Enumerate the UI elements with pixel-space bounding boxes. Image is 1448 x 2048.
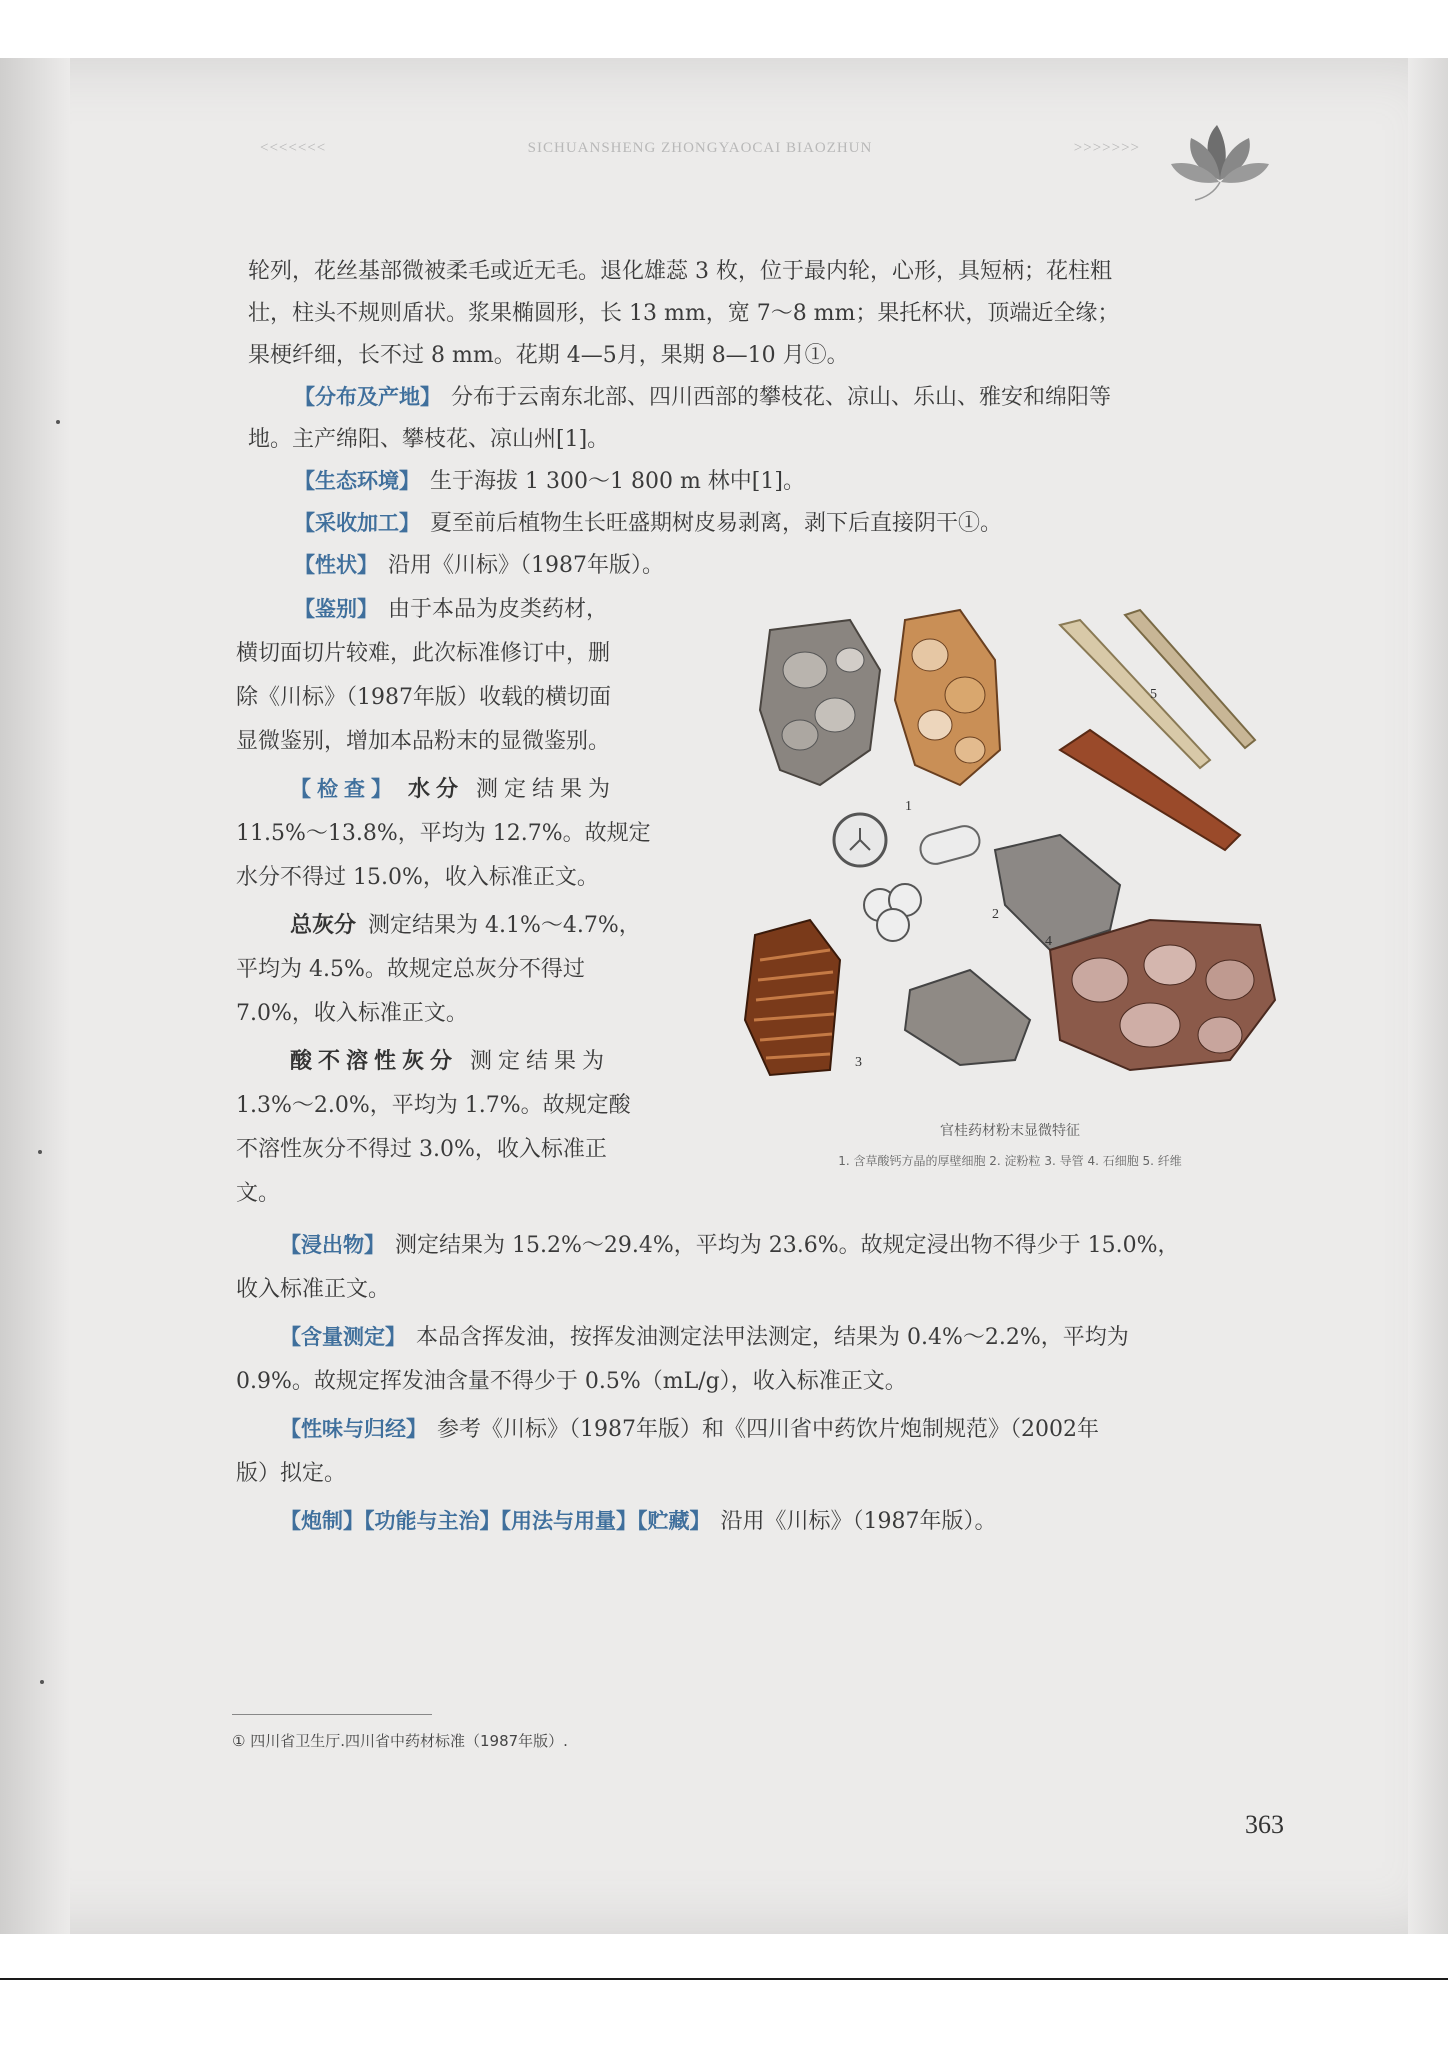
body-line: 不溶性灰分不得过 3.0%，收入标准正 [236,1137,607,1162]
figure-label-3: 3 [855,1055,862,1070]
processing-paragraph [280,1504,997,1535]
section-text: 测定结果为 15.2%～29.4%，平均为 23.6%。故规定浸出物不得少于 15.0%， [395,1233,1180,1258]
body-line: 横切面切片较难，此次标准修订中，删 [236,641,611,666]
extract-paragraph [280,1228,1180,1259]
leaf-logo-icon [1165,110,1275,210]
body-line: 7.0%，收入标准正文。 [236,1001,468,1026]
header-title: SICHUANSHENG ZHONGYAOCAI BIAOZHUN [527,140,873,156]
section-tag: 【检查】 [290,777,398,801]
section-tag: 【性状】 [294,553,378,577]
water-lead: 水分 [408,777,465,802]
section-tag: 【含量测定】 [280,1325,406,1349]
body-line: 除《川标》（1987年版）收载的横切面 [236,685,611,710]
stone-cell-illustration [1060,730,1240,850]
section-text: 本品含挥发油，按挥发油测定法甲法测定，结果为 0.4%～2.2%，平均为 [416,1325,1129,1350]
page-gutter-shadow [0,58,70,1934]
figure-label-5: 5 [1150,687,1157,702]
section-text: 参考《川标》（1987年版）和《四川省中药饮片炮制规范》（2002年 [437,1417,1099,1442]
body-line: 轮列，花丝基部微被柔毛或近无毛。退化雄蕊 3 枚，位于最内轮，心形，具短柄；花柱粗 [248,259,1112,284]
microscopy-figure [730,600,1290,1080]
margin-mark [38,1150,42,1154]
page-number: 363 [1245,1810,1284,1839]
section-text: 沿用《川标》（1987年版）。 [720,1509,997,1534]
assay-paragraph [280,1320,1129,1351]
section-text: 夏至前后植物生长旺盛期树皮易剥离，剥下后直接阴干①。 [430,511,1003,536]
margin-mark [56,420,60,424]
nature-paragraph [280,1412,1099,1443]
section-tag: 【浸出物】 [280,1233,385,1257]
vessel-illustration [745,920,840,1075]
thick-walled-cells-illustration [760,610,1000,785]
section-text: 测定结果为 [470,1049,611,1074]
ash-lead: 总灰分 [290,913,357,938]
footnote: ① 四川省卫生厅.四川省中药材标准（1987年版）. [232,1732,568,1750]
figure-label-4: 4 [1045,934,1052,949]
ash-paragraph [290,908,641,939]
section-tag: 【用法与用量】 [500,1509,637,1533]
acid-ash-paragraph [290,1044,610,1075]
body-line: 地。主产绵阳、攀枝花、凉山州[1]。 [248,427,610,452]
figure-label-2: 2 [992,907,999,922]
section-text: 沿用《川标》（1987年版）。 [388,553,664,578]
distribution-paragraph [294,380,1111,411]
section-text: 由于本品为皮类药材， [388,597,609,622]
stone-cell-illustration [905,970,1030,1065]
body-line: 果梗纤细，长不过 8 mm。花期 4—5月，果期 8—10 月①。 [248,343,849,368]
scan-border-line [0,1978,1448,1980]
margin-mark [40,1680,44,1684]
figure-caption: 官桂药材粉末显微特征 [940,1123,1080,1139]
character-paragraph [294,548,664,579]
body-line: 壮，柱头不规则盾状。浆果椭圆形，长 13 mm，宽 7～8 mm；果托杯状，顶端近全缘； [248,301,1120,326]
acid-ash-lead: 酸不溶性灰分 [290,1049,459,1074]
section-text: 分布于云南东北部、四川西部的攀枝花、凉山、乐山、雅安和绵阳等 [451,385,1112,410]
body-line: 水分不得过 15.0%，收入标准正文。 [236,865,599,890]
body-line: 收入标准正文。 [236,1277,391,1302]
section-tag: 【分布及产地】 [294,385,441,409]
section-tag: 【鉴别】 [294,597,378,621]
body-line: 显微鉴别，增加本品粉末的显微鉴别。 [236,729,611,754]
body-line: 版）拟定。 [236,1461,347,1486]
section-tag: 【性味与归经】 [280,1417,427,1441]
figure-legend: 1. 含草酸钙方晶的厚壁细胞 2. 淀粉粒 3. 导管 4. 石细胞 5. 纤维 [838,1154,1182,1168]
section-text: 测定结果为 [476,777,617,802]
body-line: 11.5%～13.8%，平均为 12.7%。故规定 [236,821,651,846]
section-text: 测定结果为 4.1%～4.7%， [368,913,641,938]
section-tag: 【功能与主治】 [364,1509,501,1533]
body-line: 文。 [236,1181,281,1206]
body-line: 1.3%～2.0%，平均为 1.7%。故规定酸 [236,1093,631,1118]
header-arrows-right: >>>>>>> [1073,140,1140,156]
starch-grain-illustration [834,814,983,941]
section-tag: 【生态环境】 [294,469,420,493]
harvest-paragraph [294,506,1002,537]
page-edge-shadow [1408,58,1448,1934]
inspection-paragraph [290,772,616,803]
section-text: 生于海拔 1 300～1 800 m 林中[1]。 [430,469,805,494]
running-header [240,140,1160,170]
section-tag: 【采收加工】 [294,511,420,535]
ecology-paragraph [294,464,805,495]
stone-cell-illustration [995,835,1120,950]
footnote-rule [232,1714,432,1715]
section-tag: 【贮藏】 [637,1509,711,1533]
section-tag: 【炮制】 [280,1509,364,1533]
identification-paragraph [294,592,608,623]
body-line: 平均为 4.5%。故规定总灰分不得过 [236,957,585,982]
body-line: 0.9%。故规定挥发油含量不得少于 0.5%（mL/g），收入标准正文。 [236,1369,907,1394]
header-arrows-left: <<<<<<< [260,140,327,156]
stone-cell-cluster-illustration [1050,920,1275,1070]
figure-label-1: 1 [905,799,912,814]
